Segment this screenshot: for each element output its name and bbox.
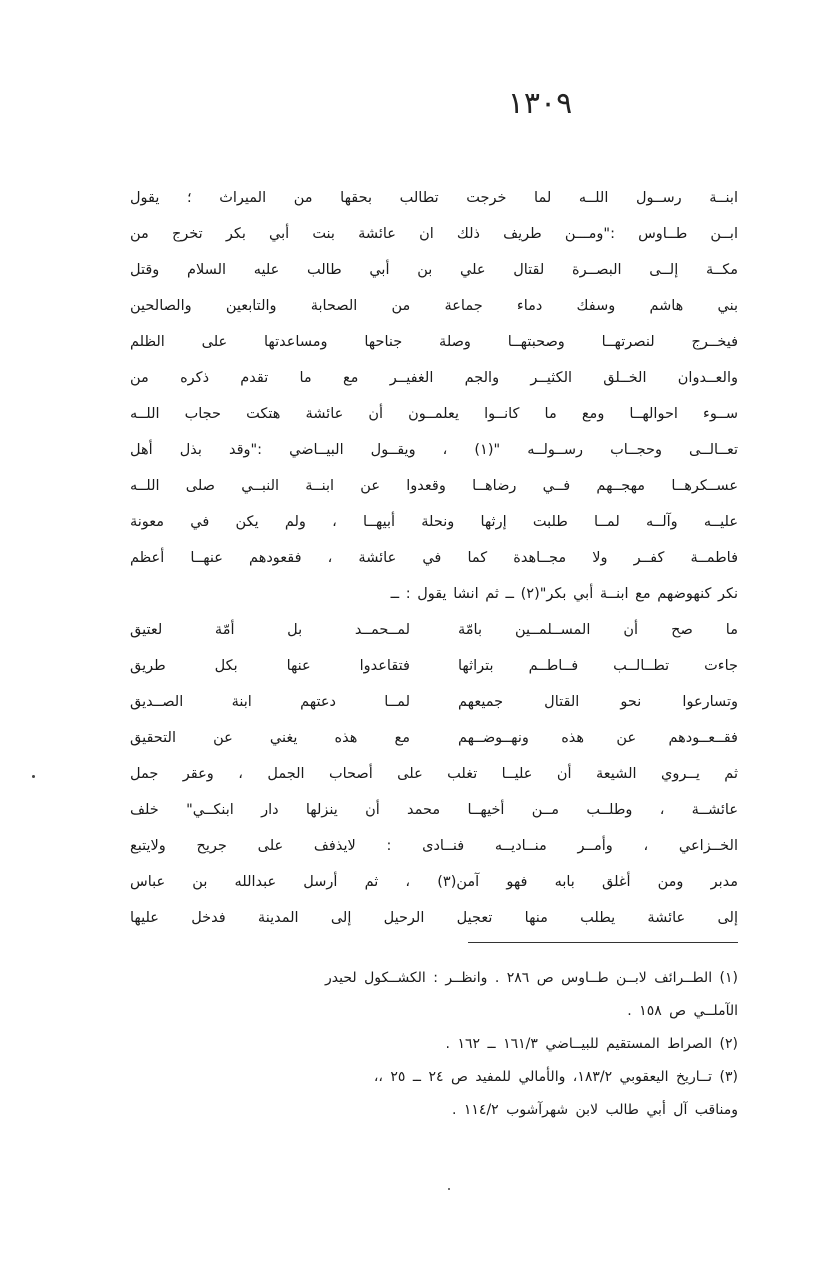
verse (130, 612, 738, 648)
text-line: إلى عائشة يطلب منها تعجيل الرحيل إلى المدينة فدخل عليها (130, 910, 738, 926)
text-line: فيخــرج لنصرتهــا وصحبتهــا وصلة جناحها ومساعدتها على الظلم (130, 334, 738, 350)
hemistich-left: فتقاعدوا عنها بكل طريق (130, 658, 410, 674)
text-line: ابــن طــاوس :"ومـــن طريف ذلك ان عائشة بنت أبي بكر تخرج من (130, 226, 738, 242)
footnote-line: ومناقب آل أبي طالب لابن شهرآشوب ١١٤/٢ . (451, 1102, 738, 1118)
text-line: مكــة إلــى البصــرة لقتال علي بن أبي طالب عليه السلام وقتل (130, 262, 738, 278)
hemistich-left: لمــحمــد بل أمّة لعتيق (130, 622, 410, 638)
hemistich-right: وتسارعوا نحو القتال جميعهم (458, 694, 738, 710)
text-line: فاطمــة كفــر ولا مجــاهدة كما في عائشة ، فقعودهم عنهــا أعظم (130, 550, 738, 566)
text-line: ثم يــروي الشيعة أن عليــا تغلب على أصحاب الجمل ، وعقر جمل (130, 766, 738, 782)
verse (130, 648, 738, 684)
body-text (130, 180, 738, 936)
hemistich-left: لمــا دعتهم ابنة الصــديق (130, 694, 410, 710)
text-line: مدبر ومن أغلق بابه فهو آمن(٣) ، ثم أرسل عبدالله بن عباس (130, 874, 738, 890)
poem-verses (130, 612, 738, 756)
text-line: بني هاشم وسفك دماء جماعة من الصحابة والتابعين والصالحين (130, 298, 738, 314)
hemistich-right: فقــعــودهم عن هذه ونهــوضــهم (458, 730, 738, 746)
hemistich-right: ما صح أن المســلمــين بامّة (458, 622, 738, 638)
text-line: نكر كنهوضهم مع ابنــة أبي بكر"(٢) ــ ثم انشا يقول : ــ (390, 586, 738, 602)
footnote-line: (٢) الصراط المستقيم للبيــاضي ١٦١/٣ ــ ١٦٢ . (445, 1036, 738, 1052)
body-paragraph-top (130, 180, 738, 612)
text-line: ســوء احوالهــا ومع ما كانــوا يعلمــون أن عائشة هتكت حجاب اللــه (130, 406, 738, 422)
scan-speck (448, 1188, 450, 1190)
text-line: الخــزاعي ، وأمــر منــاديــه فنــادى : لايذفف على جريح ولايتبع (130, 838, 738, 854)
verse (130, 720, 738, 756)
footnote-line: الآملــي ص ١٥٨ . (627, 1003, 738, 1019)
hemistich-right: جاءت تطــالــب فــاطــم بتراثها (458, 658, 738, 674)
text-line: والعــدوان الخــلق الكثيــر والجم الغفيــر مع ما تقدم ذكره من (130, 370, 738, 386)
text-line: عليــه وآلــه لمــا طلبت إرثها ونحلة أبيهــا ، ولم يكن في معونة (130, 514, 738, 530)
text-line: عائشــة ، وطلــب مــن أخيهــا محمد أن ينزلها دار ابنكــي" خلف (130, 802, 738, 818)
footnotes (130, 962, 738, 1127)
text-line: تعــالــى وحجــاب رســولــه "(١) ، ويقــول البيــاضي :"وقد بذل أهل (130, 442, 738, 458)
footnote-line: (١) الطــرائف لابــن طــاوس ص ٢٨٦ . وانظــر : الكشــكول لحيدر (325, 970, 738, 986)
verse (130, 684, 738, 720)
text-line: ابنــة رســول اللــه لما خرجت تطالب بحقها من الميراث ؛ يقول (130, 190, 738, 206)
footnote-separator (468, 942, 738, 943)
text-line: عســكرهــا مهجــهم فــي رضاهــا وقعدوا عن ابنــة النبــي صلى اللــه (130, 478, 738, 494)
body-paragraph-bottom (130, 756, 738, 936)
hemistich-left: مع هذه يغني عن التحقيق (130, 730, 410, 746)
scan-speck (32, 775, 35, 778)
page-number: ١٣٠٩ (507, 86, 573, 121)
footnote-line: (٣) تــاريخ اليعقوبي ١٨٣/٢، والأمالي للمفيد ص ٢٤ ــ ٢٥ ،، (373, 1069, 738, 1085)
